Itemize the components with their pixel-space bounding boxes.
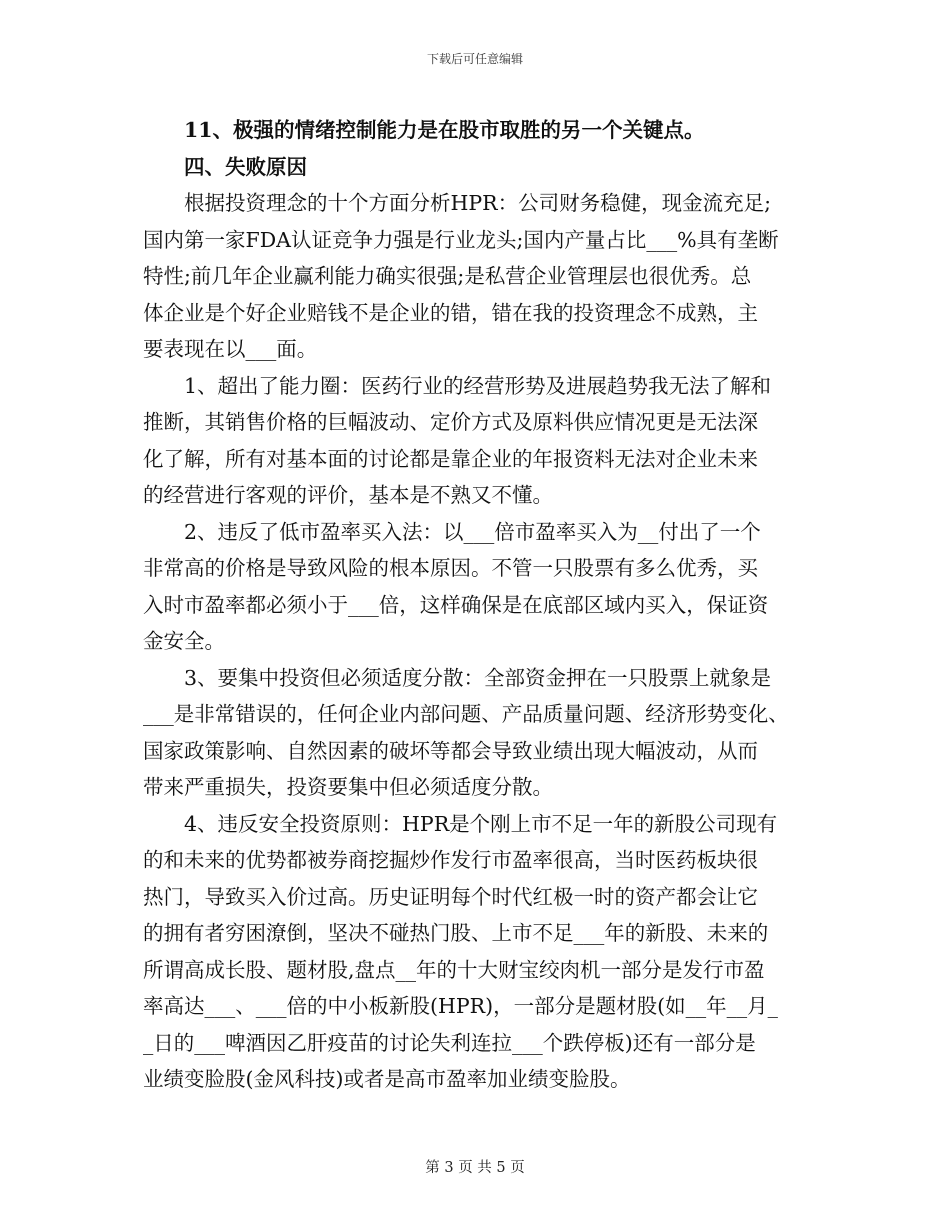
paragraph-line: 2、违反了低市盈率买入法：以___倍市盈率买入为__付出了一个: [184, 519, 761, 544]
paragraph-line: 要表现在以___面。: [143, 337, 318, 361]
paragraph-line: _日的___啤酒因乙肝疫苗的讨论失利连拉___个跌停板)还有一部分是: [143, 1030, 756, 1055]
point-3-paragraph: [143, 660, 815, 806]
intro-paragraph: [143, 185, 815, 368]
paragraph-line: 特性;前几年企业赢利能力确实很强;是私营企业管理层也很优秀。总: [143, 264, 752, 288]
paragraph-line: 推断，其销售价格的巨幅波动、定价方式及原料供应情况更是无法深: [143, 410, 758, 434]
paragraph-line: 1、超出了能力圈：医药行业的经营形势及进展趋势我无法了解和: [184, 373, 772, 398]
paragraph-line: 热门，导致买入价过高。历史证明每个时代红极一时的资产都会让它: [143, 884, 758, 909]
paragraph-line: 国内第一家FDA认证竞争力强是行业龙头;国内产量占比___%具有垄断: [143, 227, 779, 252]
paragraph-line: 4、违反安全投资原则：HPR是个刚上市不足一年的新股公司现有: [184, 811, 778, 836]
paragraph-line: 所谓高成长股、题材股,盘点__年的十大财宝绞肉机一部分是发行市盈: [143, 957, 765, 982]
point-4-paragraph: [143, 806, 815, 1098]
paragraph-line: 金安全。: [143, 629, 225, 653]
paragraph-line: ___是非常错误的，任何企业内部问题、产品质量问题、经济形势变化、: [143, 702, 789, 726]
paragraph-line: 入时市盈率都必须小于___倍，这样确保是在底部区域内买入，保证资: [143, 592, 769, 617]
paragraph-line: 根据投资理念的十个方面分析HPR：公司财务稳健，现金流充足;: [184, 191, 772, 215]
paragraph-line: 的拥有者穷困潦倒，坚决不碰热门股、上市不足___年的新股、未来的: [143, 921, 769, 945]
document-body: [143, 112, 815, 1098]
paragraph-line: 国家政策影响、自然因素的破坏等都会导致业绩出现大幅波动，从而: [143, 738, 758, 763]
paragraph-line: 3、要集中投资但必须适度分散：全部资金押在一只股票上就象是: [184, 665, 772, 690]
paragraph-line: 带来严重损失，投资要集中但必须适度分散。: [143, 775, 553, 799]
paragraph-line: 业绩变脸股(金风科技)或者是高市盈率加业绩变脸股。: [143, 1067, 631, 1091]
point-2-paragraph: [143, 514, 815, 660]
paragraph-line: 的经营进行客观的评价，基本是不熟又不懂。: [143, 483, 553, 507]
paragraph-line: 非常高的价格是导致风险的根本原因。不管一只股票有多么优秀，买: [143, 556, 758, 580]
page-header-note: 下载后可任意编辑: [426, 52, 523, 66]
paragraph-line: 的和未来的优势都被券商挖掘炒作发行市盈率很高，当时医药板块很: [143, 848, 758, 872]
point-1-paragraph: [143, 368, 815, 514]
paragraph-line: 率高达___、___倍的中小板新股(HPR)，一部分是题材股(如__年__月_: [143, 994, 778, 1018]
section-title: 四、失败原因: [184, 154, 307, 179]
paragraph-line: 化了解，所有对基本面的讨论都是靠企业的年报资料无法对企业未来: [143, 446, 758, 471]
page-indicator: 第 3 页 共 5 页: [425, 1160, 525, 1176]
paragraph-line: 体企业是个好企业赔钱不是企业的错，错在我的投资理念不成熟，主: [143, 300, 758, 325]
heading-point-11: 11、极强的情绪控制能力是在股市取胜的另一个关键点。: [184, 118, 705, 142]
